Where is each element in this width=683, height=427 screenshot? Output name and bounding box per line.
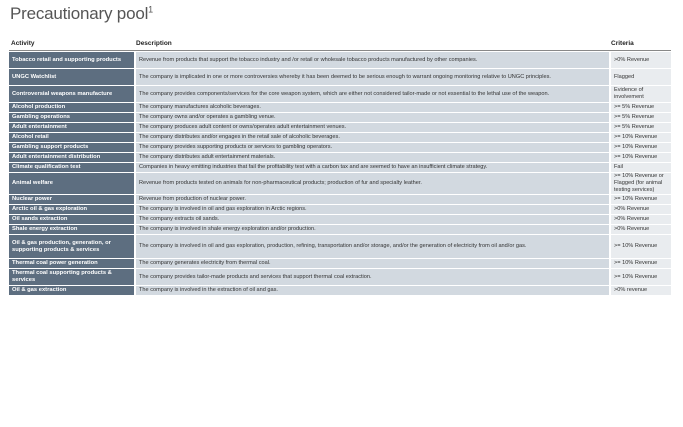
cell-description: The company is involved in oil and gas exploration, production, refining, transportation and/or storage, and/or the generation of electricity from oil and/or gas.: [134, 235, 609, 258]
cell-description: The company provides tailor-made products and services that support thermal coal extraction.: [134, 269, 609, 285]
cell-description: The company owns and/or operates a gambling venue.: [134, 113, 609, 122]
cell-activity: Nuclear power: [9, 195, 134, 204]
table-row: [9, 86, 671, 102]
cell-description: The company provides components/services for the core weapon system, which are either not considered tailor-made or not essential to the lethal use of the weapon.: [134, 86, 609, 102]
cell-description: The company extracts oil sands.: [134, 215, 609, 224]
table-row: [9, 259, 671, 268]
cell-criteria: Flagged: [609, 69, 671, 85]
cell-activity: Thermal coal supporting products & services: [9, 269, 134, 285]
cell-activity: Climate qualification test: [9, 163, 134, 172]
table-row: [9, 123, 671, 132]
cell-description: The company provides supporting products or services to gambling operators.: [134, 143, 609, 152]
cell-description: The company distributes adult entertainment materials.: [134, 153, 609, 162]
cell-activity: Adult entertainment distribution: [9, 153, 134, 162]
cell-criteria: >0% Revenue: [609, 52, 671, 68]
cell-activity: Gambling operations: [9, 113, 134, 122]
cell-criteria: >= 10% Revenue or Flagged (for animal testing services): [609, 173, 671, 194]
cell-criteria: Fail: [609, 163, 671, 172]
cell-description: The company manufactures alcoholic beverages.: [134, 103, 609, 112]
cell-criteria: >= 10% Revenue: [609, 235, 671, 258]
table-row: [9, 143, 671, 152]
table-row: [9, 163, 671, 172]
table-header-row: [9, 38, 671, 51]
title-footnote-marker: 1: [148, 4, 153, 15]
table-row: [9, 286, 671, 295]
cell-description: The company is implicated in one or more controversies whereby it has been deemed to be serious enough to warrant ongoing monitoring relative to UNGC principles.: [134, 69, 609, 85]
cell-activity: Oil & gas production, generation, or supporting products & services: [9, 235, 134, 258]
cell-criteria: >= 5% Revenue: [609, 123, 671, 132]
table-row: [9, 69, 671, 85]
cell-criteria: >0% Revenue: [609, 215, 671, 224]
table-row: [9, 153, 671, 162]
column-header-criteria: Criteria: [609, 38, 671, 51]
cell-criteria: >= 5% Revenue: [609, 103, 671, 112]
cell-activity: Thermal coal power generation: [9, 259, 134, 268]
cell-activity: Controversial weapons manufacture: [9, 86, 134, 102]
cell-activity: Gambling support products: [9, 143, 134, 152]
cell-criteria: Evidence of involvement: [609, 86, 671, 102]
cell-activity: Oil sands extraction: [9, 215, 134, 224]
cell-criteria: >0% Revenue: [609, 225, 671, 234]
cell-activity: Alcohol retail: [9, 133, 134, 142]
table-row: [9, 225, 671, 234]
cell-criteria: >= 10% Revenue: [609, 153, 671, 162]
cell-description: The company is involved in the extraction of oil and gas.: [134, 286, 609, 295]
cell-activity: Alcohol production: [9, 103, 134, 112]
precautionary-pool-table: [9, 37, 671, 296]
table-body: [9, 52, 671, 295]
cell-criteria: >= 5% Revenue: [609, 113, 671, 122]
table-row: [9, 195, 671, 204]
column-header-description: Description: [134, 38, 609, 51]
table-row: [9, 113, 671, 122]
cell-criteria: >0% revenue: [609, 286, 671, 295]
cell-description: Revenue from products that support the tobacco industry and /or retail or wholesale tobacco products manufactured by other companies.: [134, 52, 609, 68]
cell-description: The company generates electricity from thermal coal.: [134, 259, 609, 268]
cell-activity: Animal welfare: [9, 173, 134, 194]
table-row: [9, 215, 671, 224]
cell-criteria: >= 10% Revenue: [609, 195, 671, 204]
cell-criteria: >= 10% Revenue: [609, 259, 671, 268]
cell-description: The company is involved in oil and gas exploration in Arctic regions.: [134, 205, 609, 214]
cell-criteria: >= 10% Revenue: [609, 269, 671, 285]
table-row: [9, 205, 671, 214]
table-row: [9, 133, 671, 142]
cell-criteria: >0% Revenue: [609, 205, 671, 214]
table-row: [9, 103, 671, 112]
cell-activity: Oil & gas extraction: [9, 286, 134, 295]
cell-activity: Tobacco retail and supporting products: [9, 52, 134, 68]
cell-activity: Arctic oil & gas exploration: [9, 205, 134, 214]
cell-description: The company is involved in shale energy exploration and/or production.: [134, 225, 609, 234]
table-row: [9, 173, 671, 194]
cell-description: Companies in heavy emitting industries that fail the profitability test with a carbon tax and are seemed to have an insufficient climate strategy.: [134, 163, 609, 172]
table-row: [9, 52, 671, 68]
cell-activity: UNGC Watchlist: [9, 69, 134, 85]
page-title-text: Precautionary pool: [10, 4, 149, 23]
table-row: [9, 235, 671, 258]
cell-criteria: >= 10% Revenue: [609, 143, 671, 152]
cell-activity: Adult entertainment: [9, 123, 134, 132]
cell-activity: Shale energy extraction: [9, 225, 134, 234]
cell-description: The company produces adult content or owns/operates adult entertainment venues.: [134, 123, 609, 132]
cell-description: Revenue from products tested on animals for non-pharmaceutical products; production of fur and specialty leather.: [134, 173, 609, 194]
page-title: [10, 4, 153, 24]
table-row: [9, 269, 671, 285]
cell-criteria: >= 10% Revenue: [609, 133, 671, 142]
cell-description: Revenue from production of nuclear power.: [134, 195, 609, 204]
cell-description: The company distributes and/or engages in the retail sale of alcoholic beverages.: [134, 133, 609, 142]
column-header-activity: Activity: [9, 38, 134, 51]
